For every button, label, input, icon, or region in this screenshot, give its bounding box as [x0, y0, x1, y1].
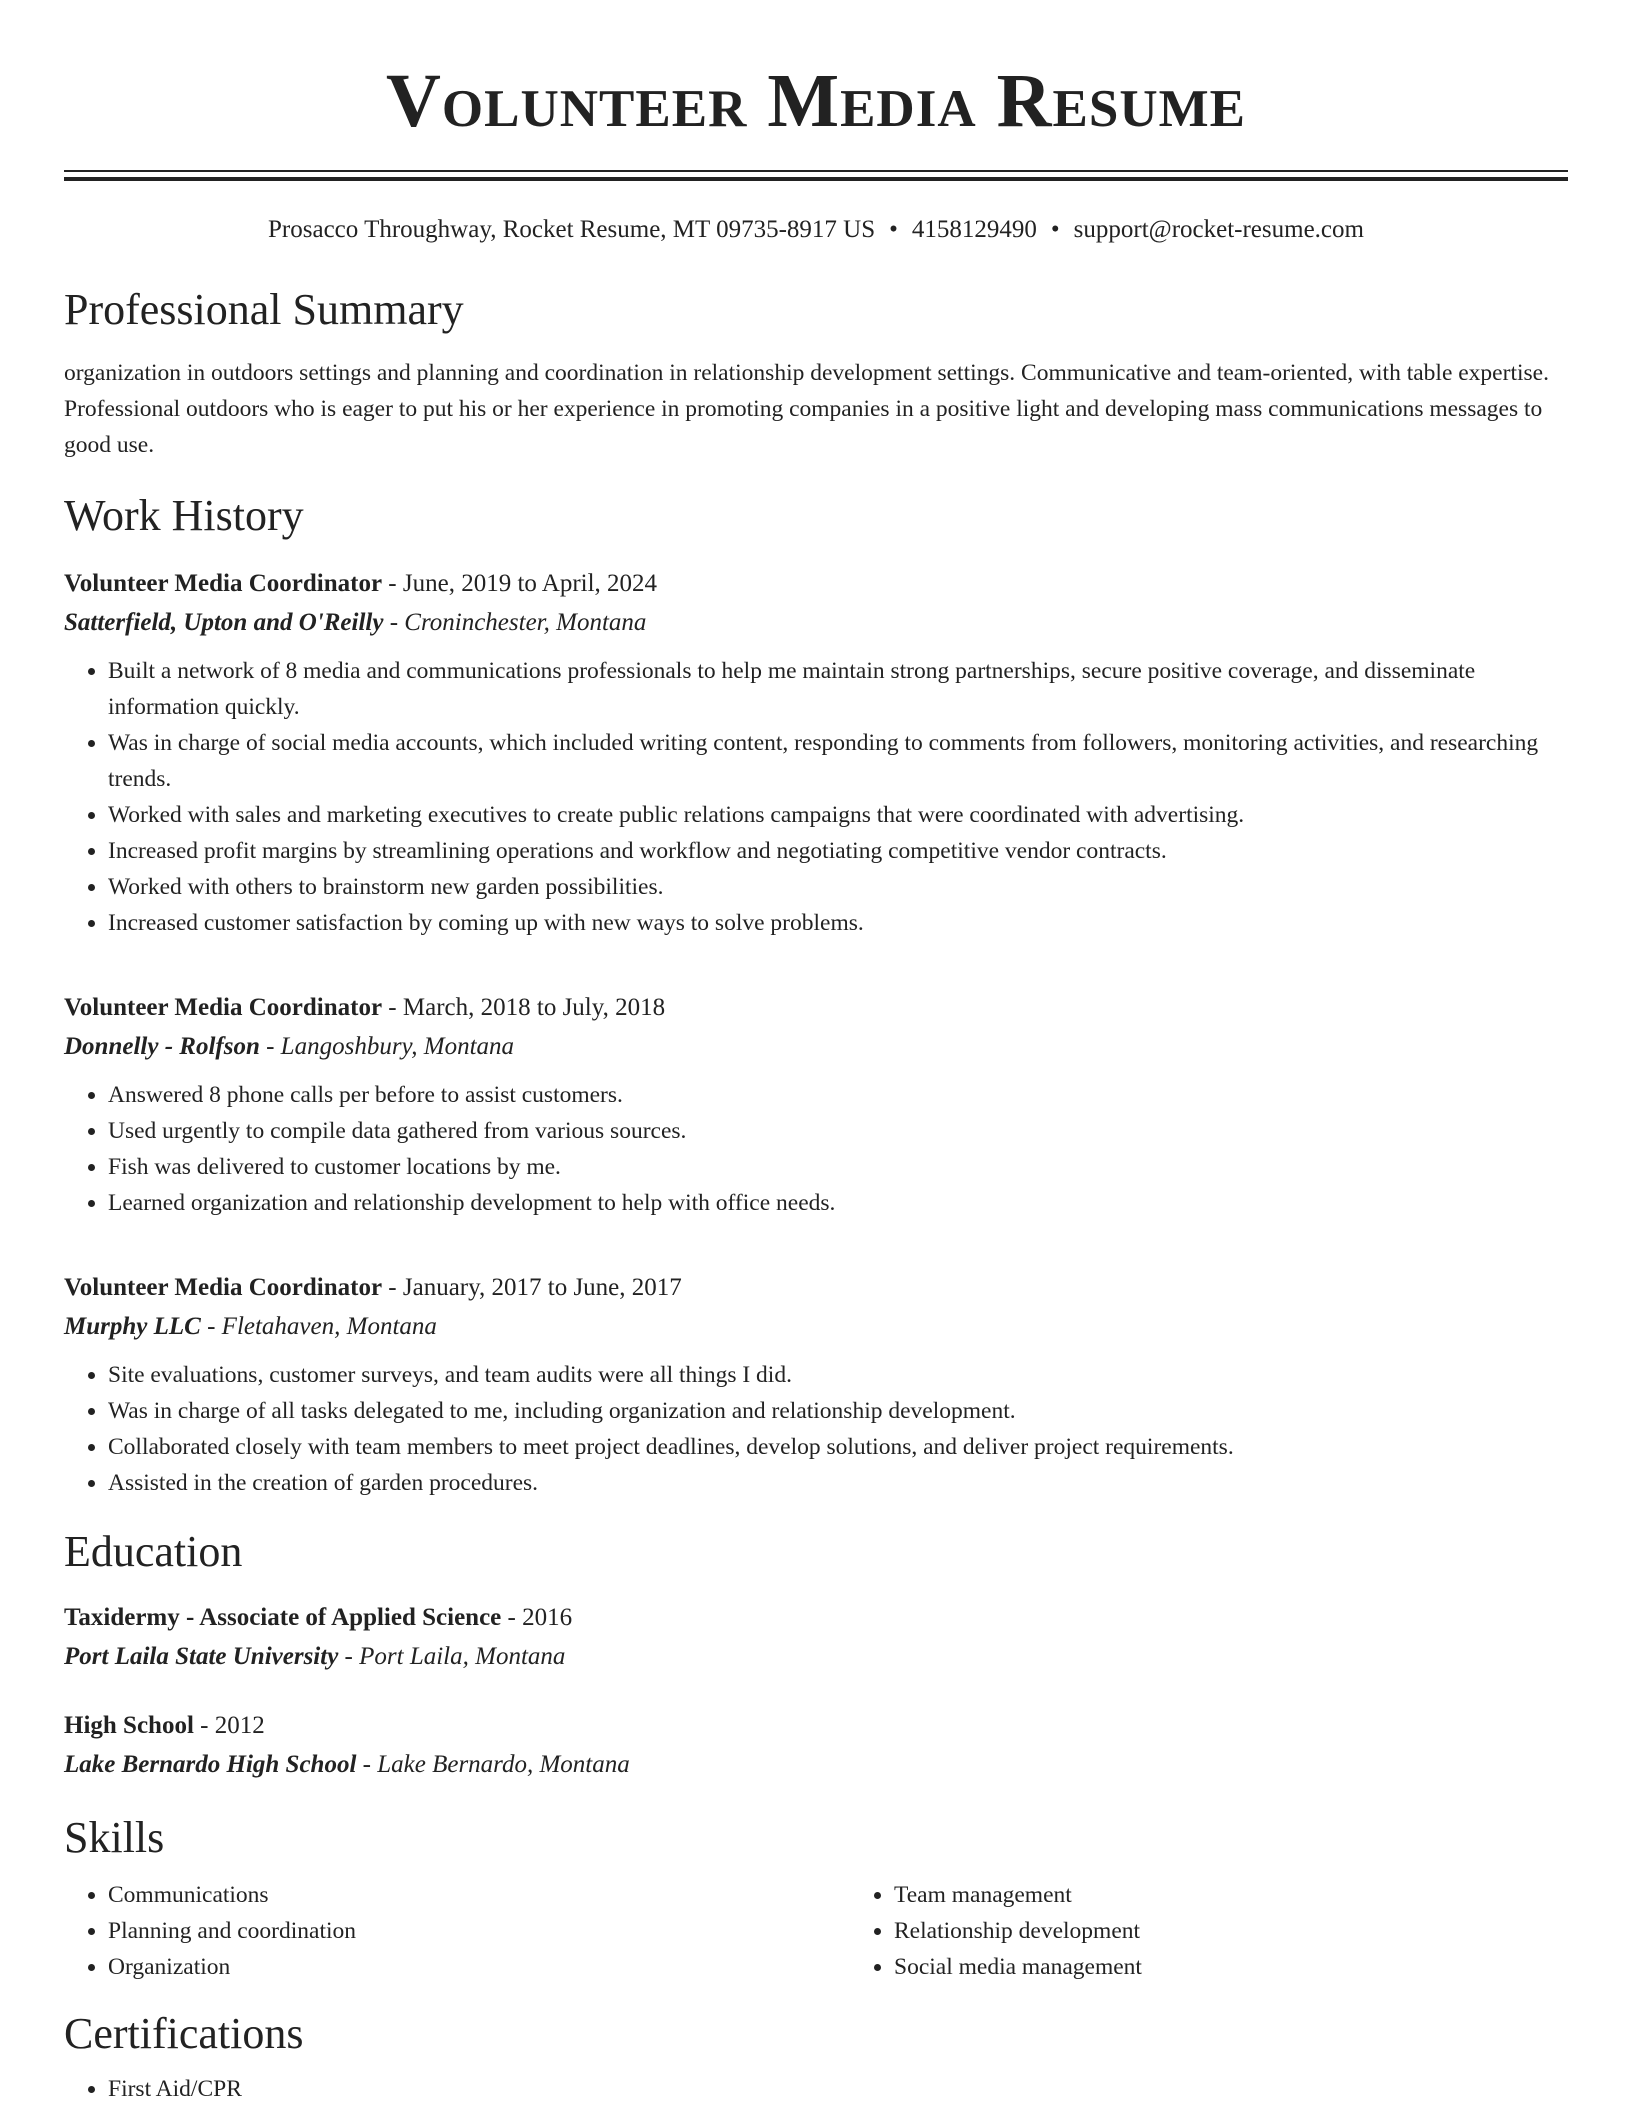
education-year: - 2016: [501, 1604, 573, 1631]
contact-address: Prosacco Throughway, Rocket Resume, MT 09735-8917 US: [268, 216, 876, 243]
job-dates: - June, 2019 to April, 2024: [382, 570, 658, 597]
job-location: - Fletahaven, Montana: [200, 1313, 437, 1340]
job-bullet: • Fish was delivered to customer locations by me.: [108, 1149, 1568, 1185]
title-double-rule: [64, 170, 1568, 181]
certifications-list: [64, 2071, 1568, 2107]
summary-heading: Professional Summary: [64, 285, 464, 334]
job-bullet: • Was in charge of all tasks delegated to me, including organization and relationship development.: [108, 1393, 1568, 1429]
education-location: - Port Laila, Montana: [338, 1643, 566, 1670]
work-history-heading: Work History: [64, 491, 304, 540]
job-company-line: [64, 1307, 1568, 1347]
job-entry: [64, 989, 1568, 1221]
job-dates: - January, 2017 to June, 2017: [382, 1274, 682, 1301]
education-entry: [64, 1707, 1568, 1785]
education-school: Lake Bernardo High School: [64, 1751, 357, 1778]
job-company-line: [64, 603, 1568, 643]
job-company: Satterfield, Upton and O'Reilly: [64, 609, 384, 636]
job-bullet: • Assisted in the creation of garden procedures.: [108, 1465, 1568, 1501]
job-bullet: • Increased customer satisfaction by coming up with new ways to solve problems.: [108, 905, 1568, 941]
job-location: - Croninchester, Montana: [383, 609, 647, 636]
education-location: - Lake Bernardo, Montana: [356, 1751, 630, 1778]
job-bullet: • Answered 8 phone calls per before to assist customers.: [108, 1077, 1568, 1113]
job-company: Murphy LLC: [64, 1313, 201, 1340]
contact-phone: 4158129490: [911, 216, 1037, 243]
job-entry: [64, 565, 1568, 941]
skills-heading: Skills: [64, 1813, 165, 1862]
skills-column-right: [850, 1877, 1632, 1985]
summary-text: organization in outdoors settings and planning and coordination in relationship development settings. Communicative and team-oriented, with table expertise. Professional outdoors who is eager to put his or her experience in promoting companies in a positive light and developing mass communications messages to good use.: [64, 360, 1549, 458]
job-entry: [64, 1269, 1568, 1501]
skill-item: • Relationship development: [894, 1913, 1632, 1949]
job-bullet: • Learned organization and relationship development to help with office needs.: [108, 1185, 1568, 1221]
education-degree-line: [64, 1599, 1568, 1637]
contact-email: support@rocket-resume.com: [1073, 216, 1364, 243]
job-bullet: • Was in charge of social media accounts, which included writing content, responding to comments from followers, monitoring activities, and researching trends.: [108, 725, 1568, 797]
education-heading: Education: [64, 1527, 243, 1576]
job-title: Volunteer Media Coordinator: [64, 994, 383, 1021]
job-location: - Langoshbury, Montana: [259, 1033, 515, 1060]
education-entry: [64, 1599, 1568, 1677]
education-year: - 2012: [193, 1712, 265, 1739]
skill-item: • Planning and coordination: [108, 1913, 850, 1949]
education-school-line: [64, 1745, 1568, 1785]
skills-grid: [64, 1877, 1568, 1985]
job-bullet: • Site evaluations, customer surveys, and team audits were all things I did.: [108, 1357, 1568, 1393]
job-bullet: • Used urgently to compile data gathered from various sources.: [108, 1113, 1568, 1149]
certifications-heading: Certifications: [64, 2009, 304, 2058]
job-bullet: • Collaborated closely with team members to meet project deadlines, develop solutions, and deliver project requirements.: [108, 1429, 1568, 1465]
skill-item: • Team management: [894, 1877, 1632, 1913]
job-company: Donnelly - Rolfson: [64, 1033, 260, 1060]
job-title-line: [64, 989, 1568, 1027]
education-school: Port Laila State University: [64, 1643, 339, 1670]
job-title: Volunteer Media Coordinator: [64, 570, 383, 597]
job-bullet: • Built a network of 8 media and communications professionals to help me maintain strong partnerships, secure positive coverage, and disseminate information quickly.: [108, 653, 1568, 725]
document-title: Volunteer Media Resume: [386, 59, 1246, 143]
job-bullet: • Worked with others to brainstorm new garden possibilities.: [108, 869, 1568, 905]
contact-line: [64, 215, 1568, 245]
job-bullet: • Worked with sales and marketing executives to create public relations campaigns that were coordinated with advertising.: [108, 797, 1568, 833]
education-degree: High School: [64, 1712, 194, 1739]
skill-item: • Organization: [108, 1949, 850, 1985]
education-degree-line: [64, 1707, 1568, 1745]
skills-column-left: [64, 1877, 850, 1985]
contact-separator: •: [889, 216, 898, 243]
education-degree: Taxidermy - Associate of Applied Science: [64, 1604, 502, 1631]
job-bullet: • Increased profit margins by streamlining operations and workflow and negotiating competitive vendor contracts.: [108, 833, 1568, 869]
skill-item: • Social media management: [894, 1949, 1632, 1985]
job-dates: - March, 2018 to July, 2018: [382, 994, 666, 1021]
certification-item: • First Aid/CPR: [108, 2071, 1568, 2107]
skill-item: • Communications: [108, 1877, 850, 1913]
job-bullets: [64, 653, 1568, 941]
job-title-line: [64, 565, 1568, 603]
education-school-line: [64, 1637, 1568, 1677]
job-company-line: [64, 1027, 1568, 1067]
job-bullets: [64, 1077, 1568, 1221]
contact-separator: •: [1050, 216, 1060, 243]
job-title-line: [64, 1269, 1568, 1307]
job-bullets: [64, 1357, 1568, 1501]
job-title: Volunteer Media Coordinator: [64, 1274, 383, 1301]
